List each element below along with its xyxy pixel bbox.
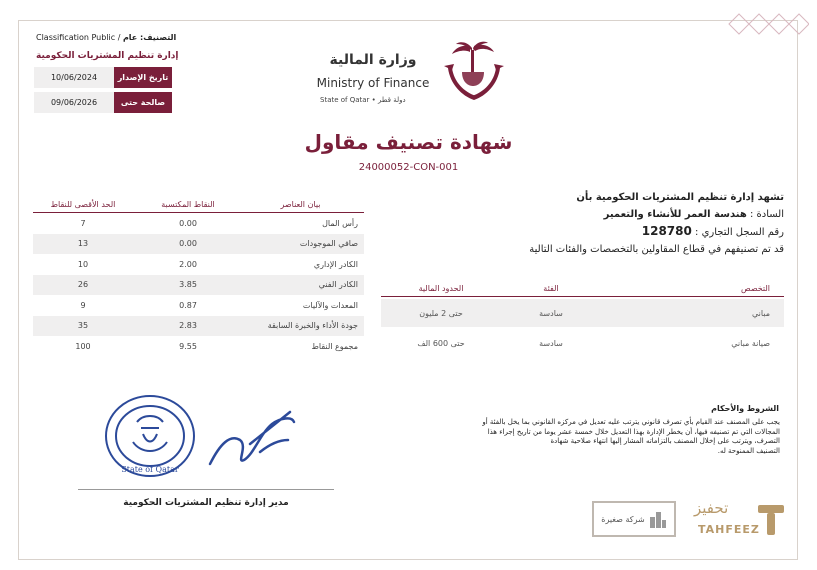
points-table-header [33,197,364,213]
certification-text [364,192,784,255]
points-row [33,275,364,296]
terms-line: التصرف، ويترتب على إخلال المصنف بالتزاماته المشار إليها انتهاء صلاحية شهادة [550,437,780,445]
classification-statement: قد تم تصنيفهم في قطاع المقاولين بالتخصصات والفئات التالية [529,244,784,255]
tahfeez-icon [756,501,786,537]
classification-en: Classification Public / [36,33,121,42]
certificate-number: 24000052-CON-001 [358,162,459,173]
row-financial-limit: حتى 2 مليون [419,308,463,318]
valid-until-label: صالحة حتى [114,92,172,113]
points-row [33,254,364,275]
signature-line [78,489,334,490]
row-item: المعدات والآليات [302,300,358,310]
row-specialization: مباني [751,308,770,318]
certificate-title: شهادة تصنيف مقاول [304,130,513,154]
row-specialization: صيانة مباني [731,338,770,348]
header-max-points: الحد الأقصى للنقاط [50,200,116,209]
terms-text [380,418,780,456]
header-financial-limit: الحدود المالية [418,284,464,293]
small-company-badge [592,501,676,537]
issue-date-value: 10/06/2024 [34,67,114,88]
terms-line: المجالات التي تم تصنيفه فيها، أن يخطر الإدارة بهذا التعديل خلال خمسة عشر يوما من تاريخ إجراء هذا [487,427,780,436]
terms-line: التصنيف الممنوحة له. [717,446,780,455]
seal-text: State of Qatar [121,465,179,474]
row-max-points: 100 [75,341,91,351]
specialization-table [381,281,784,357]
row-category: سادسة [539,308,563,318]
spec-table-body [381,299,784,357]
badge-label: شركة صغيرة [601,514,645,524]
row-max-points: 10 [77,259,89,269]
signature-icon [200,404,300,476]
points-row [33,336,364,357]
tahfeez-en: TAHFEEZ [698,523,760,536]
row-item: صافي الموجودات [299,239,358,249]
certification-line: تشهد إدارة تنظيم المشتريات الحكومية بأن [576,192,784,203]
row-earned-points: 0.00 [179,218,197,228]
valid-until-row [34,92,172,113]
company-name: هندسة العمر للأنشاء والتعمير [603,209,747,220]
row-max-points: 7 [80,218,86,228]
terms-title: الشروط والأحكام [711,404,779,413]
spec-row [381,299,784,327]
row-earned-points: 3.85 [179,280,197,290]
corner-pattern [719,6,809,42]
row-category: سادسة [539,338,563,348]
row-item: الكادر الإداري [313,259,358,269]
row-item: الكادر الفني [318,280,358,290]
tahfeez-logo [690,497,790,541]
row-earned-points: 9.55 [179,341,197,351]
spec-row [381,329,784,357]
valid-until-value: 09/06/2026 [34,92,114,113]
building-icon [649,509,667,529]
ministry-name-ar: وزارة المالية [329,52,417,68]
cr-number: 128780 [641,224,692,238]
header-item: بيان العناصر [280,200,321,209]
row-item: رأس المال [322,218,358,228]
official-seal-icon [103,392,197,480]
classification-ar: التصنيف: عام [122,33,177,42]
spec-table-header [381,281,784,297]
row-max-points: 13 [77,239,89,249]
row-max-points: 35 [77,321,89,331]
row-max-points: 9 [80,300,86,310]
points-table-body [33,213,364,357]
header-specialization: التخصص [741,284,770,293]
issue-date-row [34,67,172,88]
dates-block [34,67,172,117]
points-table [33,197,364,357]
department-name: إدارة تنظيم المشتريات الحكومية [36,51,179,61]
ministry-logo [312,38,522,110]
tahfeez-ar: تحفيز [694,499,729,517]
row-earned-points: 2.00 [179,259,197,269]
points-row [33,316,364,337]
row-earned-points: 0.00 [179,239,197,249]
row-earned-points: 0.87 [179,300,197,310]
sir-label: السادة : [749,209,784,220]
state-name: State of Qatar • دولة قطر [320,96,406,104]
row-item: مجموع النقاط [311,341,358,351]
points-row [33,234,364,255]
terms-line: يجب على المصنف عند القيام بأي تصرف قانوني يترتب عليه تعديل في مركزه القانوني بما يخل بالفئة أو [482,418,780,426]
qatar-emblem-icon [440,38,510,108]
points-row [33,295,364,316]
row-item: جودة الأداء والخبرة السابقة [267,321,358,331]
signatory-title: مدير إدارة تنظيم المشتريات الحكومية [123,498,289,508]
header-earned-points: النقاط المكتسبة [161,200,215,209]
issue-date-label: تاريخ الإصدار [114,67,172,88]
ministry-name-en: Ministry of Finance [316,76,430,90]
points-row [33,213,364,234]
company-line [364,209,784,220]
header-category: الفئة [543,284,559,293]
cr-line [364,224,784,238]
row-financial-limit: حتى 600 الف [417,338,465,348]
row-earned-points: 2.83 [179,321,197,331]
classification [36,33,176,42]
cr-label: رقم السجل التجاري : [695,227,784,238]
row-max-points: 26 [77,280,89,290]
